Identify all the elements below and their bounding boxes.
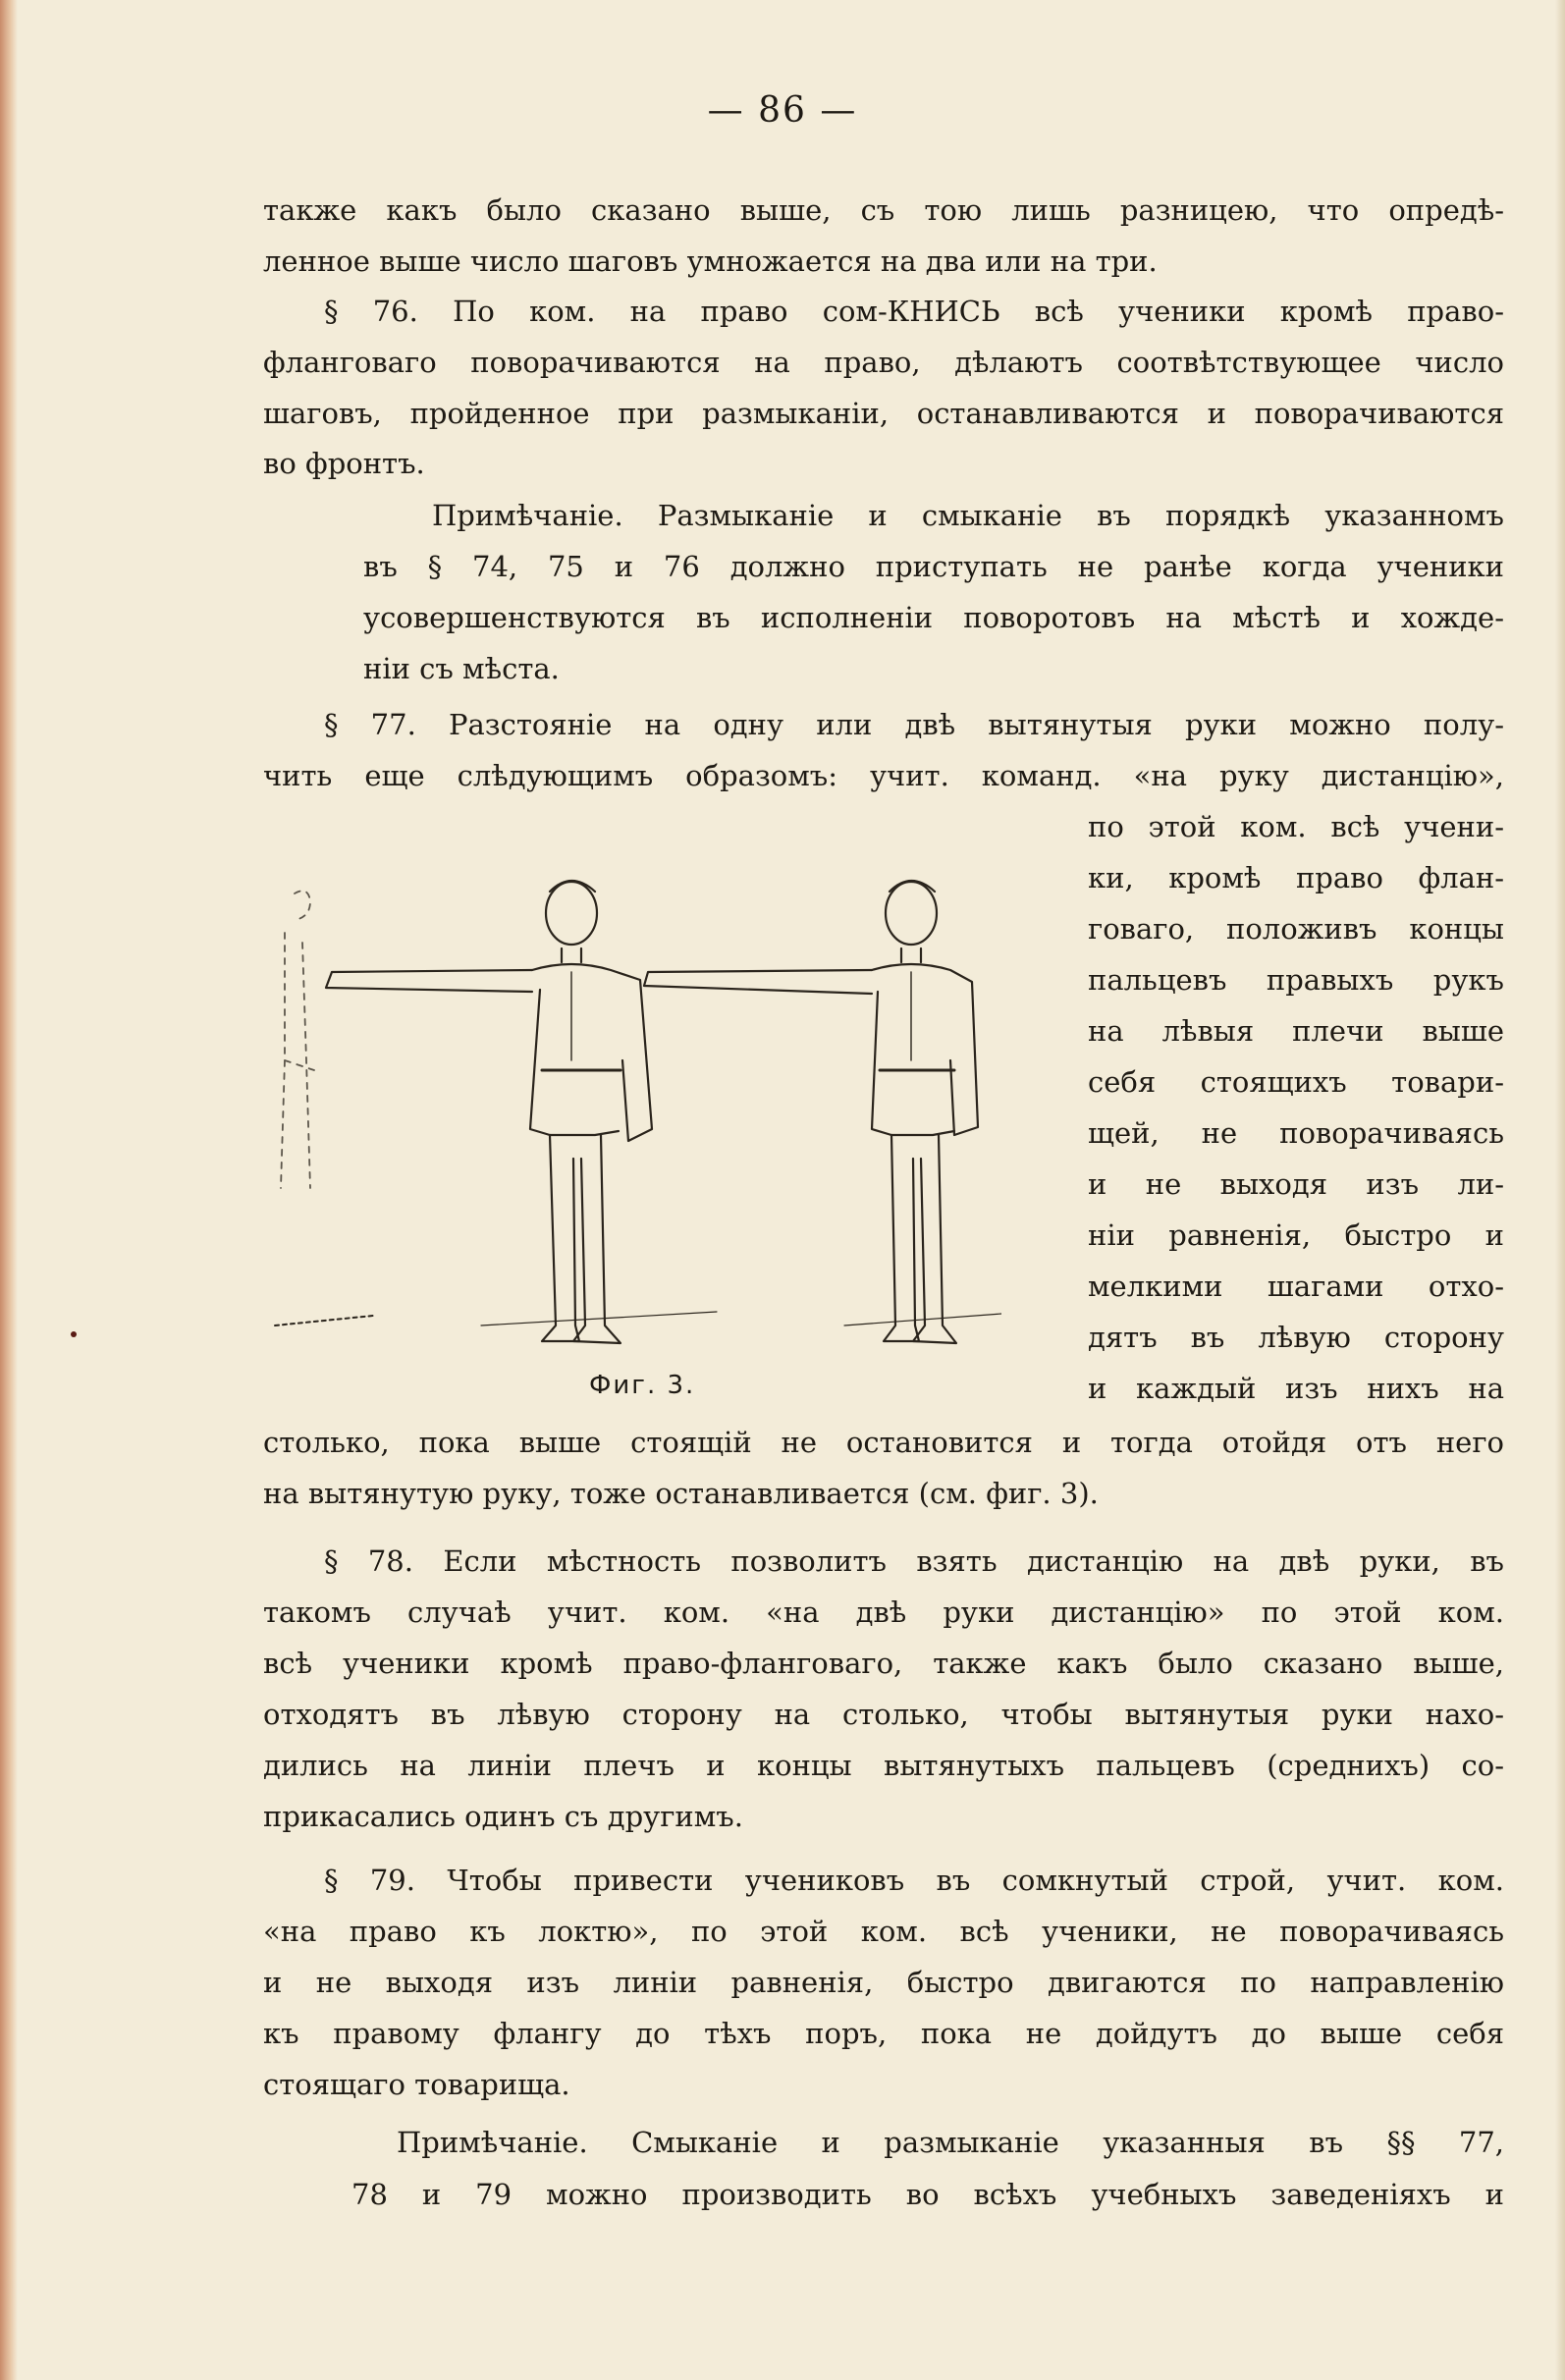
column-line: пальцевъ правыхъ рукъ — [1088, 963, 1504, 997]
note-line: Примѣчаніе. Размыканіе и смыканіе въ порядкѣ указанномъ — [432, 499, 1504, 532]
column-line: себя стоящихъ товари- — [1088, 1065, 1504, 1099]
text-line: фланговаго поворачиваются на право, дѣлаютъ соотвѣтствующее число — [263, 346, 1504, 379]
text-line: и не выходя изъ линіи равненія, быстро двигаются по направленію — [263, 1966, 1504, 1999]
text-line: прикасались одинъ съ другимъ. — [263, 1800, 743, 1833]
text-line: «на право къ локтю», по этой ком. всѣ ученики, не поворачиваясь — [263, 1915, 1504, 1948]
text-line: во фронтъ. — [263, 447, 425, 480]
page-edge-right — [1555, 0, 1565, 2380]
text-line: такомъ случаѣ учит. ком. «на двѣ руки дистанцію» по этой ком. — [263, 1596, 1504, 1629]
page-edge-left — [0, 0, 18, 2380]
text-line: также какъ было сказано выше, съ тою лишь разницею, что опредѣ- — [263, 193, 1504, 227]
column-line: дятъ въ лѣвую сторону — [1088, 1321, 1504, 1354]
text-line: чить еще слѣдующимъ образомъ: учит. команд. «на руку дистанцію», — [263, 759, 1504, 792]
ink-dot — [71, 1331, 77, 1337]
note-line: въ § 74, 75 и 76 должно приступать не ранѣе когда ученики — [363, 550, 1504, 583]
note-line: Примѣчаніе. Смыканіе и размыканіе указанныя въ §§ 77, — [397, 2126, 1504, 2159]
column-line: говаго, положивъ концы — [1088, 912, 1504, 946]
paragraph-79-line: § 79. Чтобы привести учениковъ въ сомкнутый строй, учит. ком. — [324, 1864, 1504, 1897]
text-line: дились на линіи плечъ и концы вытянутыхъ пальцевъ (среднихъ) со- — [263, 1749, 1504, 1782]
paragraph-77-line: § 77. Разстояніе на одну или двѣ вытянутыя руки можно полу- — [324, 708, 1504, 741]
column-line: щей, не поворачиваясь — [1088, 1116, 1504, 1150]
text-line: ленное выше число шаговъ умножается на два или на три. — [263, 244, 1158, 278]
column-line: ки, кромѣ право флан- — [1088, 861, 1504, 894]
note-line: 78 и 79 можно производить во всѣхъ учебныхъ заведеніяхъ и — [351, 2178, 1504, 2211]
text-line: шаговъ, пройденное при размыканіи, останавливаются и поворачиваются — [263, 397, 1504, 430]
text-line: отходятъ въ лѣвую сторону на столько, чтобы вытянутыя руки нахо- — [263, 1698, 1504, 1731]
column-line: мелкими шагами отхо- — [1088, 1270, 1504, 1303]
figure-caption: Фиг. 3. — [589, 1371, 696, 1400]
text-line: къ правому флангу до тѣхъ поръ, пока не дойдутъ до выше себя — [263, 2017, 1504, 2050]
note-line: ніи съ мѣста. — [363, 652, 560, 685]
text-line: всѣ ученики кромѣ право-фланговаго, также какъ было сказано выше, — [263, 1647, 1504, 1680]
paragraph-78-line: § 78. Если мѣстность позволитъ взять дистанцію на двѣ руки, въ — [324, 1544, 1504, 1578]
page-number: — 86 — — [707, 90, 858, 131]
note-line: усовершенствуются въ исполненіи поворотовъ на мѣстѣ и хожде- — [363, 601, 1504, 634]
column-line: и не выходя изъ ли- — [1088, 1167, 1504, 1201]
column-line: ніи равненія, быстро и — [1088, 1218, 1504, 1252]
text-line: столько, пока выше стоящій не остановится и тогда отойдя отъ него — [263, 1426, 1504, 1459]
text-line: на вытянутую руку, тоже останавливается (см. фиг. 3). — [263, 1477, 1099, 1510]
column-line: и каждый изъ нихъ на — [1088, 1372, 1504, 1405]
text-line: стоящаго товарища. — [263, 2068, 570, 2101]
column-line: по этой ком. всѣ учени- — [1088, 810, 1504, 843]
paragraph-76-line: § 76. По ком. на право сом-КНИСЬ всѣ ученики кромѣ право- — [324, 295, 1504, 328]
figure-3-illustration — [255, 864, 1001, 1355]
column-line: на лѣвыя плечи выше — [1088, 1014, 1504, 1048]
